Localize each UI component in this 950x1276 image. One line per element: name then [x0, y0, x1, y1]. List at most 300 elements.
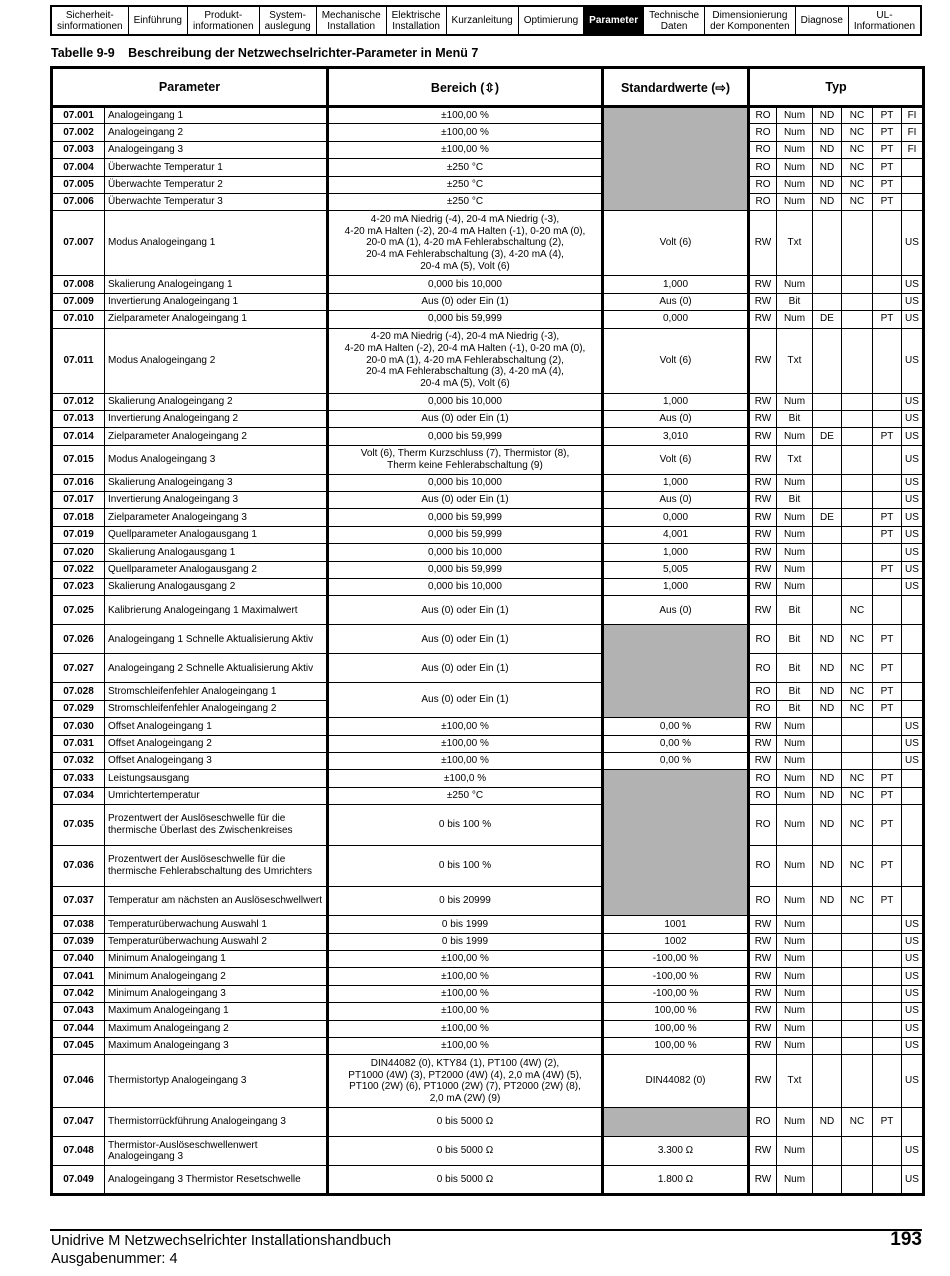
table-caption	[51, 46, 478, 60]
type-attribute: NC	[842, 159, 873, 176]
type-attribute: RW	[749, 1020, 777, 1037]
parameter-number: 07.049	[52, 1166, 105, 1195]
type-attribute: US	[902, 211, 924, 276]
table-row	[52, 159, 924, 176]
type-attribute	[813, 1020, 842, 1037]
type-attribute	[813, 474, 842, 491]
type-attribute: Bit	[777, 654, 813, 683]
range-cell: Aus (0) oder Ein (1)	[328, 492, 603, 509]
table-row	[52, 509, 924, 526]
type-attribute	[813, 1003, 842, 1020]
type-attribute: Bit	[777, 596, 813, 625]
type-attribute	[813, 950, 842, 967]
parameter-number: 07.023	[52, 579, 105, 596]
range-cell: Aus (0) oder Ein (1)	[328, 410, 603, 427]
type-attribute	[813, 492, 842, 509]
type-attribute: ND	[813, 176, 842, 193]
range-cell: Aus (0) oder Ein (1)	[328, 625, 603, 654]
table-row	[52, 950, 924, 967]
type-attribute	[842, 492, 873, 509]
type-attribute: US	[902, 985, 924, 1002]
nav-tab[interactable]: Dimensionierung der Komponenten	[705, 7, 796, 34]
type-attribute: US	[902, 492, 924, 509]
type-attribute	[842, 1020, 873, 1037]
type-attribute: US	[902, 1037, 924, 1054]
type-attribute: RW	[749, 544, 777, 561]
type-attribute	[902, 887, 924, 916]
table-row	[52, 193, 924, 210]
type-attribute	[813, 445, 842, 474]
table-number: Tabelle 9-9	[51, 46, 115, 60]
type-attribute: NC	[842, 770, 873, 787]
type-attribute: RO	[749, 1108, 777, 1137]
type-attribute: RW	[749, 393, 777, 410]
type-attribute: RO	[749, 107, 777, 124]
range-cell: 0 bis 100 %	[328, 846, 603, 887]
default-cell: -100,00 %	[603, 985, 749, 1002]
parameter-name: Minimum Analogeingang 2	[105, 968, 328, 985]
table-row	[52, 654, 924, 683]
type-attribute: Txt	[777, 328, 813, 393]
type-attribute	[842, 916, 873, 933]
parameter-number: 07.012	[52, 393, 105, 410]
range-cell: ±250 °C	[328, 159, 603, 176]
table-row	[52, 683, 924, 700]
nav-tab[interactable]: Mechanische Installation	[317, 7, 387, 34]
range-cell: Aus (0) oder Ein (1)	[328, 683, 603, 718]
range-cell: ±100,0 %	[328, 770, 603, 787]
type-attribute: PT	[873, 124, 902, 141]
range-cell: 0 bis 100 %	[328, 805, 603, 846]
parameter-number: 07.005	[52, 176, 105, 193]
table-row	[52, 787, 924, 804]
type-attribute: Num	[777, 770, 813, 787]
parameter-number: 07.046	[52, 1055, 105, 1108]
parameter-number: 07.001	[52, 107, 105, 124]
type-attribute: Num	[777, 916, 813, 933]
table-row	[52, 428, 924, 445]
parameter-number: 07.007	[52, 211, 105, 276]
type-attribute: RW	[749, 985, 777, 1002]
type-attribute: ND	[813, 805, 842, 846]
type-attribute	[842, 393, 873, 410]
default-cell: 5,005	[603, 561, 749, 578]
default-cell: 0,000	[603, 311, 749, 328]
default-cell: 1,000	[603, 544, 749, 561]
type-attribute: Num	[777, 1037, 813, 1054]
type-attribute: RW	[749, 311, 777, 328]
type-attribute: NC	[842, 176, 873, 193]
type-attribute: NC	[842, 700, 873, 717]
parameter-number: 07.009	[52, 293, 105, 310]
type-attribute	[902, 1108, 924, 1137]
default-cell: 100,00 %	[603, 1020, 749, 1037]
type-attribute: NC	[842, 1108, 873, 1137]
type-attribute: Bit	[777, 492, 813, 509]
type-attribute	[813, 1166, 842, 1195]
type-attribute: ND	[813, 625, 842, 654]
table-row	[52, 1037, 924, 1054]
range-cell: ±100,00 %	[328, 141, 603, 158]
type-attribute: Bit	[777, 700, 813, 717]
parameter-number: 07.043	[52, 1003, 105, 1020]
default-cell: 1.800 Ω	[603, 1166, 749, 1195]
parameter-name: Minimum Analogeingang 1	[105, 950, 328, 967]
nav-tab[interactable]: Technische Daten	[644, 7, 705, 34]
nav-tab[interactable]: UL- Informationen	[853, 9, 916, 32]
parameter-number: 07.002	[52, 124, 105, 141]
type-attribute	[902, 683, 924, 700]
type-attribute: US	[902, 474, 924, 491]
type-attribute: RW	[749, 933, 777, 950]
range-cell: 0,000 bis 10,000	[328, 276, 603, 293]
default-cell: 1,000	[603, 276, 749, 293]
range-cell: Aus (0) oder Ein (1)	[328, 654, 603, 683]
type-attribute	[842, 1055, 873, 1108]
type-attribute	[813, 1037, 842, 1054]
type-attribute: US	[902, 752, 924, 769]
parameter-name: Überwachte Temperatur 1	[105, 159, 328, 176]
parameter-number: 07.030	[52, 718, 105, 735]
type-attribute	[842, 474, 873, 491]
range-cell: 4-20 mA Niedrig (-4), 20-4 mA Niedrig (-3), 4-20 mA Halten (-2), 20-4 mA Halten (-1), 0-20 mA (0), 20-0 mA (1), 4-20 mA Fehlerabschaltung (2), 20-4 mA Fehlerabschaltung (3), 4-20 mA (4), 20-4 mA (5), Volt (6)	[328, 328, 603, 393]
nav-tab[interactable]: Diagnose	[796, 7, 849, 34]
type-attribute: Num	[777, 985, 813, 1002]
type-attribute	[813, 410, 842, 427]
type-attribute: RW	[749, 735, 777, 752]
header-range: Bereich (⇳)	[328, 68, 603, 107]
type-attribute	[873, 1166, 902, 1195]
parameter-name: Prozentwert der Auslöseschwelle für die thermische Überlast des Zwischenkreises	[105, 805, 328, 846]
type-attribute: FI	[902, 107, 924, 124]
range-cell: 4-20 mA Niedrig (-4), 20-4 mA Niedrig (-3), 4-20 mA Halten (-2), 20-4 mA Halten (-1), 0-20 mA (0), 20-0 mA (1), 4-20 mA Fehlerabschaltung (2), 20-4 mA Fehlerabschaltung (3), 4-20 mA (4), 20-4 mA (5), Volt (6)	[328, 211, 603, 276]
type-attribute: NC	[842, 683, 873, 700]
type-attribute: Num	[777, 1020, 813, 1037]
nav-tab[interactable]: Kurzanleitung	[447, 7, 519, 34]
type-attribute: Bit	[777, 410, 813, 427]
default-cell: Aus (0)	[603, 492, 749, 509]
default-cell: Aus (0)	[603, 293, 749, 310]
parameter-name: Offset Analogeingang 2	[105, 735, 328, 752]
parameter-name: Analogeingang 3 Thermistor Resetschwelle	[105, 1166, 328, 1195]
range-cell: 0 bis 1999	[328, 933, 603, 950]
nav-tab[interactable]: Optimierung	[519, 7, 584, 34]
type-attribute	[902, 193, 924, 210]
type-attribute: DE	[813, 509, 842, 526]
type-attribute: US	[902, 1137, 924, 1166]
type-attribute: US	[902, 393, 924, 410]
type-attribute: PT	[873, 107, 902, 124]
footer-rule	[50, 1229, 922, 1231]
type-attribute	[842, 526, 873, 543]
parameter-name: Überwachte Temperatur 2	[105, 176, 328, 193]
parameter-name: Invertierung Analogeingang 3	[105, 492, 328, 509]
type-attribute: RO	[749, 787, 777, 804]
section-nav-bar	[50, 5, 922, 36]
type-attribute: Num	[777, 276, 813, 293]
table-row	[52, 846, 924, 887]
table-row	[52, 492, 924, 509]
parameter-number: 07.047	[52, 1108, 105, 1137]
type-attribute: NC	[842, 596, 873, 625]
parameter-name: Thermistortyp Analogeingang 3	[105, 1055, 328, 1108]
parameter-number: 07.038	[52, 916, 105, 933]
type-attribute: US	[902, 718, 924, 735]
type-attribute: Num	[777, 526, 813, 543]
type-attribute: RW	[749, 916, 777, 933]
type-attribute: NC	[842, 107, 873, 124]
type-attribute	[842, 509, 873, 526]
type-attribute: Num	[777, 544, 813, 561]
parameter-number: 07.042	[52, 985, 105, 1002]
type-attribute: NC	[842, 193, 873, 210]
table-row	[52, 916, 924, 933]
type-attribute: Num	[777, 124, 813, 141]
range-cell: ±100,00 %	[328, 718, 603, 735]
type-attribute: Num	[777, 718, 813, 735]
type-attribute: PT	[873, 311, 902, 328]
type-attribute: ND	[813, 193, 842, 210]
type-attribute	[873, 211, 902, 276]
nav-tab[interactable]: System- auslegung	[260, 7, 317, 34]
table-row	[52, 1108, 924, 1137]
type-attribute	[902, 596, 924, 625]
type-attribute: Num	[777, 107, 813, 124]
parameter-number: 07.022	[52, 561, 105, 578]
parameter-name: Leistungsausgang	[105, 770, 328, 787]
type-attribute: DE	[813, 311, 842, 328]
default-cell: DIN44082 (0)	[603, 1055, 749, 1108]
table-row	[52, 311, 924, 328]
parameter-name: Modus Analogeingang 1	[105, 211, 328, 276]
type-attribute	[842, 428, 873, 445]
table-row	[52, 887, 924, 916]
type-attribute: US	[902, 509, 924, 526]
table-row	[52, 141, 924, 158]
default-cell: 1,000	[603, 579, 749, 596]
parameter-name: Temperaturüberwachung Auswahl 1	[105, 916, 328, 933]
type-attribute	[902, 787, 924, 804]
type-attribute: RW	[749, 1055, 777, 1108]
type-attribute: PT	[873, 176, 902, 193]
type-attribute	[842, 410, 873, 427]
type-attribute: Num	[777, 428, 813, 445]
type-attribute	[902, 770, 924, 787]
type-attribute: Num	[777, 933, 813, 950]
type-attribute	[873, 276, 902, 293]
type-attribute	[842, 311, 873, 328]
parameter-number: 07.011	[52, 328, 105, 393]
default-cell: 1,000	[603, 474, 749, 491]
type-attribute: RW	[749, 1166, 777, 1195]
table-row	[52, 718, 924, 735]
page-number: 193	[890, 1229, 922, 1250]
parameter-name: Minimum Analogeingang 3	[105, 985, 328, 1002]
parameter-number: 07.045	[52, 1037, 105, 1054]
type-attribute: RW	[749, 509, 777, 526]
range-cell: 0,000 bis 59,999	[328, 428, 603, 445]
default-cell: -100,00 %	[603, 950, 749, 967]
parameter-number: 07.013	[52, 410, 105, 427]
parameter-number: 07.029	[52, 700, 105, 717]
type-attribute: PT	[873, 526, 902, 543]
type-attribute: US	[902, 1003, 924, 1020]
type-attribute	[873, 1020, 902, 1037]
parameter-name: Skalierung Analogausgang 1	[105, 544, 328, 561]
parameter-number: 07.033	[52, 770, 105, 787]
parameter-number: 07.027	[52, 654, 105, 683]
type-attribute: NC	[842, 787, 873, 804]
range-cell: ±100,00 %	[328, 950, 603, 967]
type-attribute	[813, 916, 842, 933]
type-attribute	[842, 328, 873, 393]
parameter-number: 07.048	[52, 1137, 105, 1166]
parameter-number: 07.017	[52, 492, 105, 509]
parameter-number: 07.044	[52, 1020, 105, 1037]
default-cell: 3.300 Ω	[603, 1137, 749, 1166]
table-row	[52, 544, 924, 561]
table-row	[52, 445, 924, 474]
type-attribute: RW	[749, 579, 777, 596]
default-cell: 1,000	[603, 393, 749, 410]
type-attribute	[813, 211, 842, 276]
parameter-name: Analogeingang 1	[105, 107, 328, 124]
range-cell: ±250 °C	[328, 787, 603, 804]
type-attribute: US	[902, 276, 924, 293]
parameter-number: 07.003	[52, 141, 105, 158]
type-attribute: Bit	[777, 293, 813, 310]
type-attribute: US	[902, 950, 924, 967]
type-attribute	[873, 735, 902, 752]
type-attribute	[813, 718, 842, 735]
range-cell: Volt (6), Therm Kurzschluss (7), Thermistor (8), Therm keine Fehlerabschaltung (9)	[328, 445, 603, 474]
type-attribute: Bit	[777, 683, 813, 700]
type-attribute	[813, 985, 842, 1002]
type-attribute: RW	[749, 596, 777, 625]
default-cell: 1002	[603, 933, 749, 950]
type-attribute: US	[902, 526, 924, 543]
type-attribute: US	[902, 579, 924, 596]
type-attribute: PT	[873, 805, 902, 846]
range-cell: ±250 °C	[328, 176, 603, 193]
type-attribute: US	[902, 544, 924, 561]
type-attribute: ND	[813, 700, 842, 717]
parameter-number: 07.016	[52, 474, 105, 491]
type-attribute: RW	[749, 950, 777, 967]
type-attribute: NC	[842, 846, 873, 887]
type-attribute: PT	[873, 141, 902, 158]
type-attribute: FI	[902, 124, 924, 141]
type-attribute: NC	[842, 124, 873, 141]
range-cell: ±250 °C	[328, 193, 603, 210]
default-cell	[603, 107, 749, 211]
type-attribute: ND	[813, 1108, 842, 1137]
type-attribute: US	[902, 328, 924, 393]
range-cell: ±100,00 %	[328, 107, 603, 124]
type-attribute: RW	[749, 968, 777, 985]
parameter-number: 07.028	[52, 683, 105, 700]
type-attribute: RO	[749, 124, 777, 141]
table-row	[52, 107, 924, 124]
nav-tab[interactable]: Sicherheit- sinformationen	[52, 7, 129, 34]
type-attribute	[842, 445, 873, 474]
range-cell: 0,000 bis 10,000	[328, 474, 603, 491]
parameter-name: Skalierung Analogeingang 3	[105, 474, 328, 491]
type-attribute	[842, 544, 873, 561]
range-cell: ±100,00 %	[328, 124, 603, 141]
type-attribute: Num	[777, 1166, 813, 1195]
type-attribute: RW	[749, 561, 777, 578]
type-attribute	[873, 916, 902, 933]
parameter-number: 07.006	[52, 193, 105, 210]
parameter-number: 07.018	[52, 509, 105, 526]
nav-tab[interactable]: Produkt- informationen	[188, 7, 260, 34]
type-attribute: RO	[749, 193, 777, 210]
type-attribute	[873, 1037, 902, 1054]
default-cell: Volt (6)	[603, 445, 749, 474]
parameter-number: 07.039	[52, 933, 105, 950]
footer-issue-number: Ausgabenummer: 4	[51, 1251, 178, 1267]
type-attribute: US	[902, 1055, 924, 1108]
nav-tab[interactable]: Elektrische Installation	[387, 7, 447, 34]
table-row	[52, 968, 924, 985]
type-attribute	[842, 968, 873, 985]
type-attribute: Num	[777, 887, 813, 916]
default-cell: 4,001	[603, 526, 749, 543]
type-attribute	[902, 805, 924, 846]
type-attribute: RW	[749, 752, 777, 769]
nav-tab[interactable]: Parameter	[584, 7, 644, 34]
type-attribute	[842, 950, 873, 967]
type-attribute: PT	[873, 625, 902, 654]
type-attribute: ND	[813, 159, 842, 176]
type-attribute: US	[902, 916, 924, 933]
parameter-number: 07.008	[52, 276, 105, 293]
table-row	[52, 124, 924, 141]
range-cell: 0,000 bis 59,999	[328, 509, 603, 526]
type-attribute: PT	[873, 654, 902, 683]
parameter-number: 07.025	[52, 596, 105, 625]
parameter-name: Analogeingang 3	[105, 141, 328, 158]
nav-tab[interactable]: Einführung	[129, 7, 188, 34]
type-attribute: US	[902, 561, 924, 578]
parameter-name: Offset Analogeingang 1	[105, 718, 328, 735]
range-cell: Aus (0) oder Ein (1)	[328, 596, 603, 625]
parameter-name: Maximum Analogeingang 1	[105, 1003, 328, 1020]
parameter-number: 07.010	[52, 311, 105, 328]
type-attribute	[813, 544, 842, 561]
type-attribute: RO	[749, 887, 777, 916]
range-cell: 0 bis 5000 Ω	[328, 1137, 603, 1166]
type-attribute: RO	[749, 683, 777, 700]
type-attribute: PT	[873, 428, 902, 445]
type-attribute	[842, 211, 873, 276]
type-attribute	[813, 1137, 842, 1166]
parameter-table	[50, 66, 925, 1196]
type-attribute: US	[902, 293, 924, 310]
type-attribute: NC	[842, 805, 873, 846]
range-cell: 0 bis 20999	[328, 887, 603, 916]
table-row	[52, 328, 924, 393]
type-attribute	[842, 276, 873, 293]
parameter-name: Temperatur am nächsten an Auslöseschwellwert	[105, 887, 328, 916]
type-attribute	[842, 752, 873, 769]
parameter-name: Stromschleifenfehler Analogeingang 2	[105, 700, 328, 717]
table-header-row	[52, 68, 924, 107]
parameter-name: Analogeingang 2	[105, 124, 328, 141]
parameter-name: Invertierung Analogeingang 2	[105, 410, 328, 427]
type-attribute: ND	[813, 846, 842, 887]
